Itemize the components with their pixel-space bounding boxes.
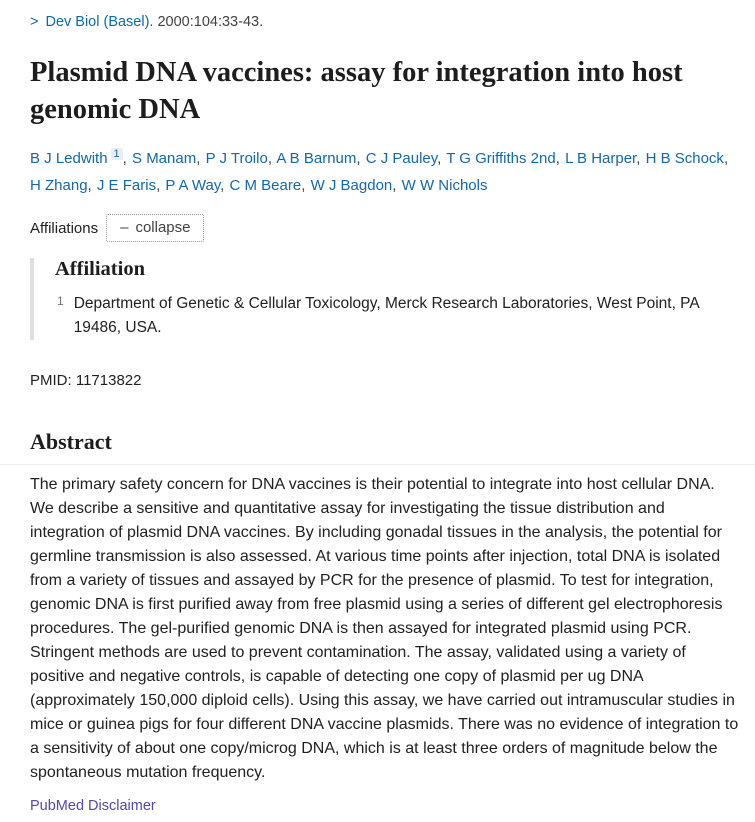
citation-details: . 2000:104:33-43.: [149, 14, 264, 30]
author-separator: ,: [356, 150, 361, 167]
author-separator: ,: [437, 150, 442, 167]
author-link[interactable]: W J Bagdon: [310, 177, 393, 194]
affiliation-section: [30, 258, 742, 340]
author-link[interactable]: B J Ledwith: [30, 150, 108, 167]
abstract-text: The primary safety concern for DNA vaccines is their potential to integrate into host cellular DNA. We describe a sensitive and quantitative assay for investigating the tissue distribution and integration of plasmid DNA vaccines. By including gonadal tissues in the analysis, the potential for germline transmission is also assessed. At various time points after injection, total DNA is isolated from a variety of tissues and assayed by PCR for the presence of plasmid. To test for integration, genomic DNA is first purified away from free plasmid using a series of different gel electrophoresis procedures. The gel-purified genomic DNA is then assayed for integrated plasmid using PCR. Stringent methods are used to prevent contamination. The assay, validated using a variety of positive and negative controls, is capable of detecting one copy of plasmid per ug DNA (approximately 150,000 diploid cells). Using this assay, we have carried out intramuscular studies in mice or guinea pigs for four different DNA vaccine plasmids. There was no evidence of integration to a sensitivity of about one copy/microg DNA, which is at least three orders of magnitude below the spontaneous mutation frequency.: [30, 476, 739, 781]
author: [402, 177, 488, 194]
pmid-label: PMID:: [30, 372, 72, 389]
author: [206, 150, 273, 167]
pubmed-disclaimer-link[interactable]: PubMed Disclaimer: [30, 798, 156, 814]
affiliations-row: [30, 214, 742, 242]
author: [30, 150, 128, 167]
author-separator: ,: [267, 150, 272, 167]
collapse-button-label: collapse: [135, 219, 191, 236]
author: [565, 150, 641, 167]
author-link[interactable]: C J Pauley: [365, 150, 438, 167]
author-separator: ,: [122, 150, 127, 167]
chevron-right-icon: >: [30, 14, 39, 30]
author-separator: ,: [220, 177, 225, 194]
pmid-value: 11713822: [75, 372, 142, 389]
author: [165, 177, 225, 194]
affiliation-item: [55, 292, 742, 340]
author-separator: ,: [156, 177, 161, 194]
abstract-heading: Abstract: [30, 429, 112, 454]
author-link[interactable]: H B Schock: [645, 150, 724, 167]
author: [646, 150, 730, 167]
author: [97, 177, 161, 194]
author-link[interactable]: C M Beare: [229, 177, 302, 194]
affiliation-heading: Affiliation: [55, 258, 145, 280]
author-separator: ,: [301, 177, 306, 194]
authors-list: [30, 141, 742, 199]
affiliations-label: Affiliations: [30, 219, 99, 237]
author-separator: ,: [723, 150, 729, 167]
author-link[interactable]: W W Nichols: [401, 177, 488, 194]
author-link[interactable]: S Manam: [132, 150, 197, 167]
author-link[interactable]: J E Faris: [96, 177, 157, 194]
journal-link[interactable]: Dev Biol (Basel): [45, 14, 150, 30]
author-link[interactable]: T G Griffiths 2nd: [446, 150, 556, 167]
author-separator: ,: [196, 150, 201, 167]
author: [30, 177, 93, 194]
author-separator: ,: [636, 150, 641, 167]
author: [132, 150, 201, 167]
minus-icon: –: [120, 219, 129, 236]
author-separator: ,: [87, 177, 92, 194]
author: [311, 177, 398, 194]
author-link[interactable]: L B Harper: [565, 150, 637, 167]
author: [276, 150, 361, 167]
author-separator: ,: [392, 177, 397, 194]
section-divider: [0, 464, 755, 465]
collapse-affiliations-button[interactable]: [106, 214, 204, 242]
affiliation-sup-link[interactable]: 1: [111, 148, 123, 160]
author-link[interactable]: P J Troilo: [205, 150, 268, 167]
affiliation-text: Department of Genetic & Cellular Toxicology, Merck Research Laboratories, West Point, PA 19486, USA.: [73, 295, 699, 336]
disclaimer-row: [30, 798, 742, 814]
author-link[interactable]: P A Way: [165, 177, 221, 194]
author: [230, 177, 307, 194]
affiliation-number: 1: [57, 294, 64, 308]
author-separator: ,: [555, 150, 560, 167]
pmid-row: [30, 372, 742, 389]
author-link[interactable]: H Zhang: [30, 177, 88, 194]
author: [366, 150, 443, 167]
author-link[interactable]: A B Barnum: [276, 150, 357, 167]
author: [446, 150, 561, 167]
article-title: Plasmid DNA vaccines: assay for integration into host genomic DNA: [30, 57, 683, 125]
journal-citation: [30, 14, 742, 30]
